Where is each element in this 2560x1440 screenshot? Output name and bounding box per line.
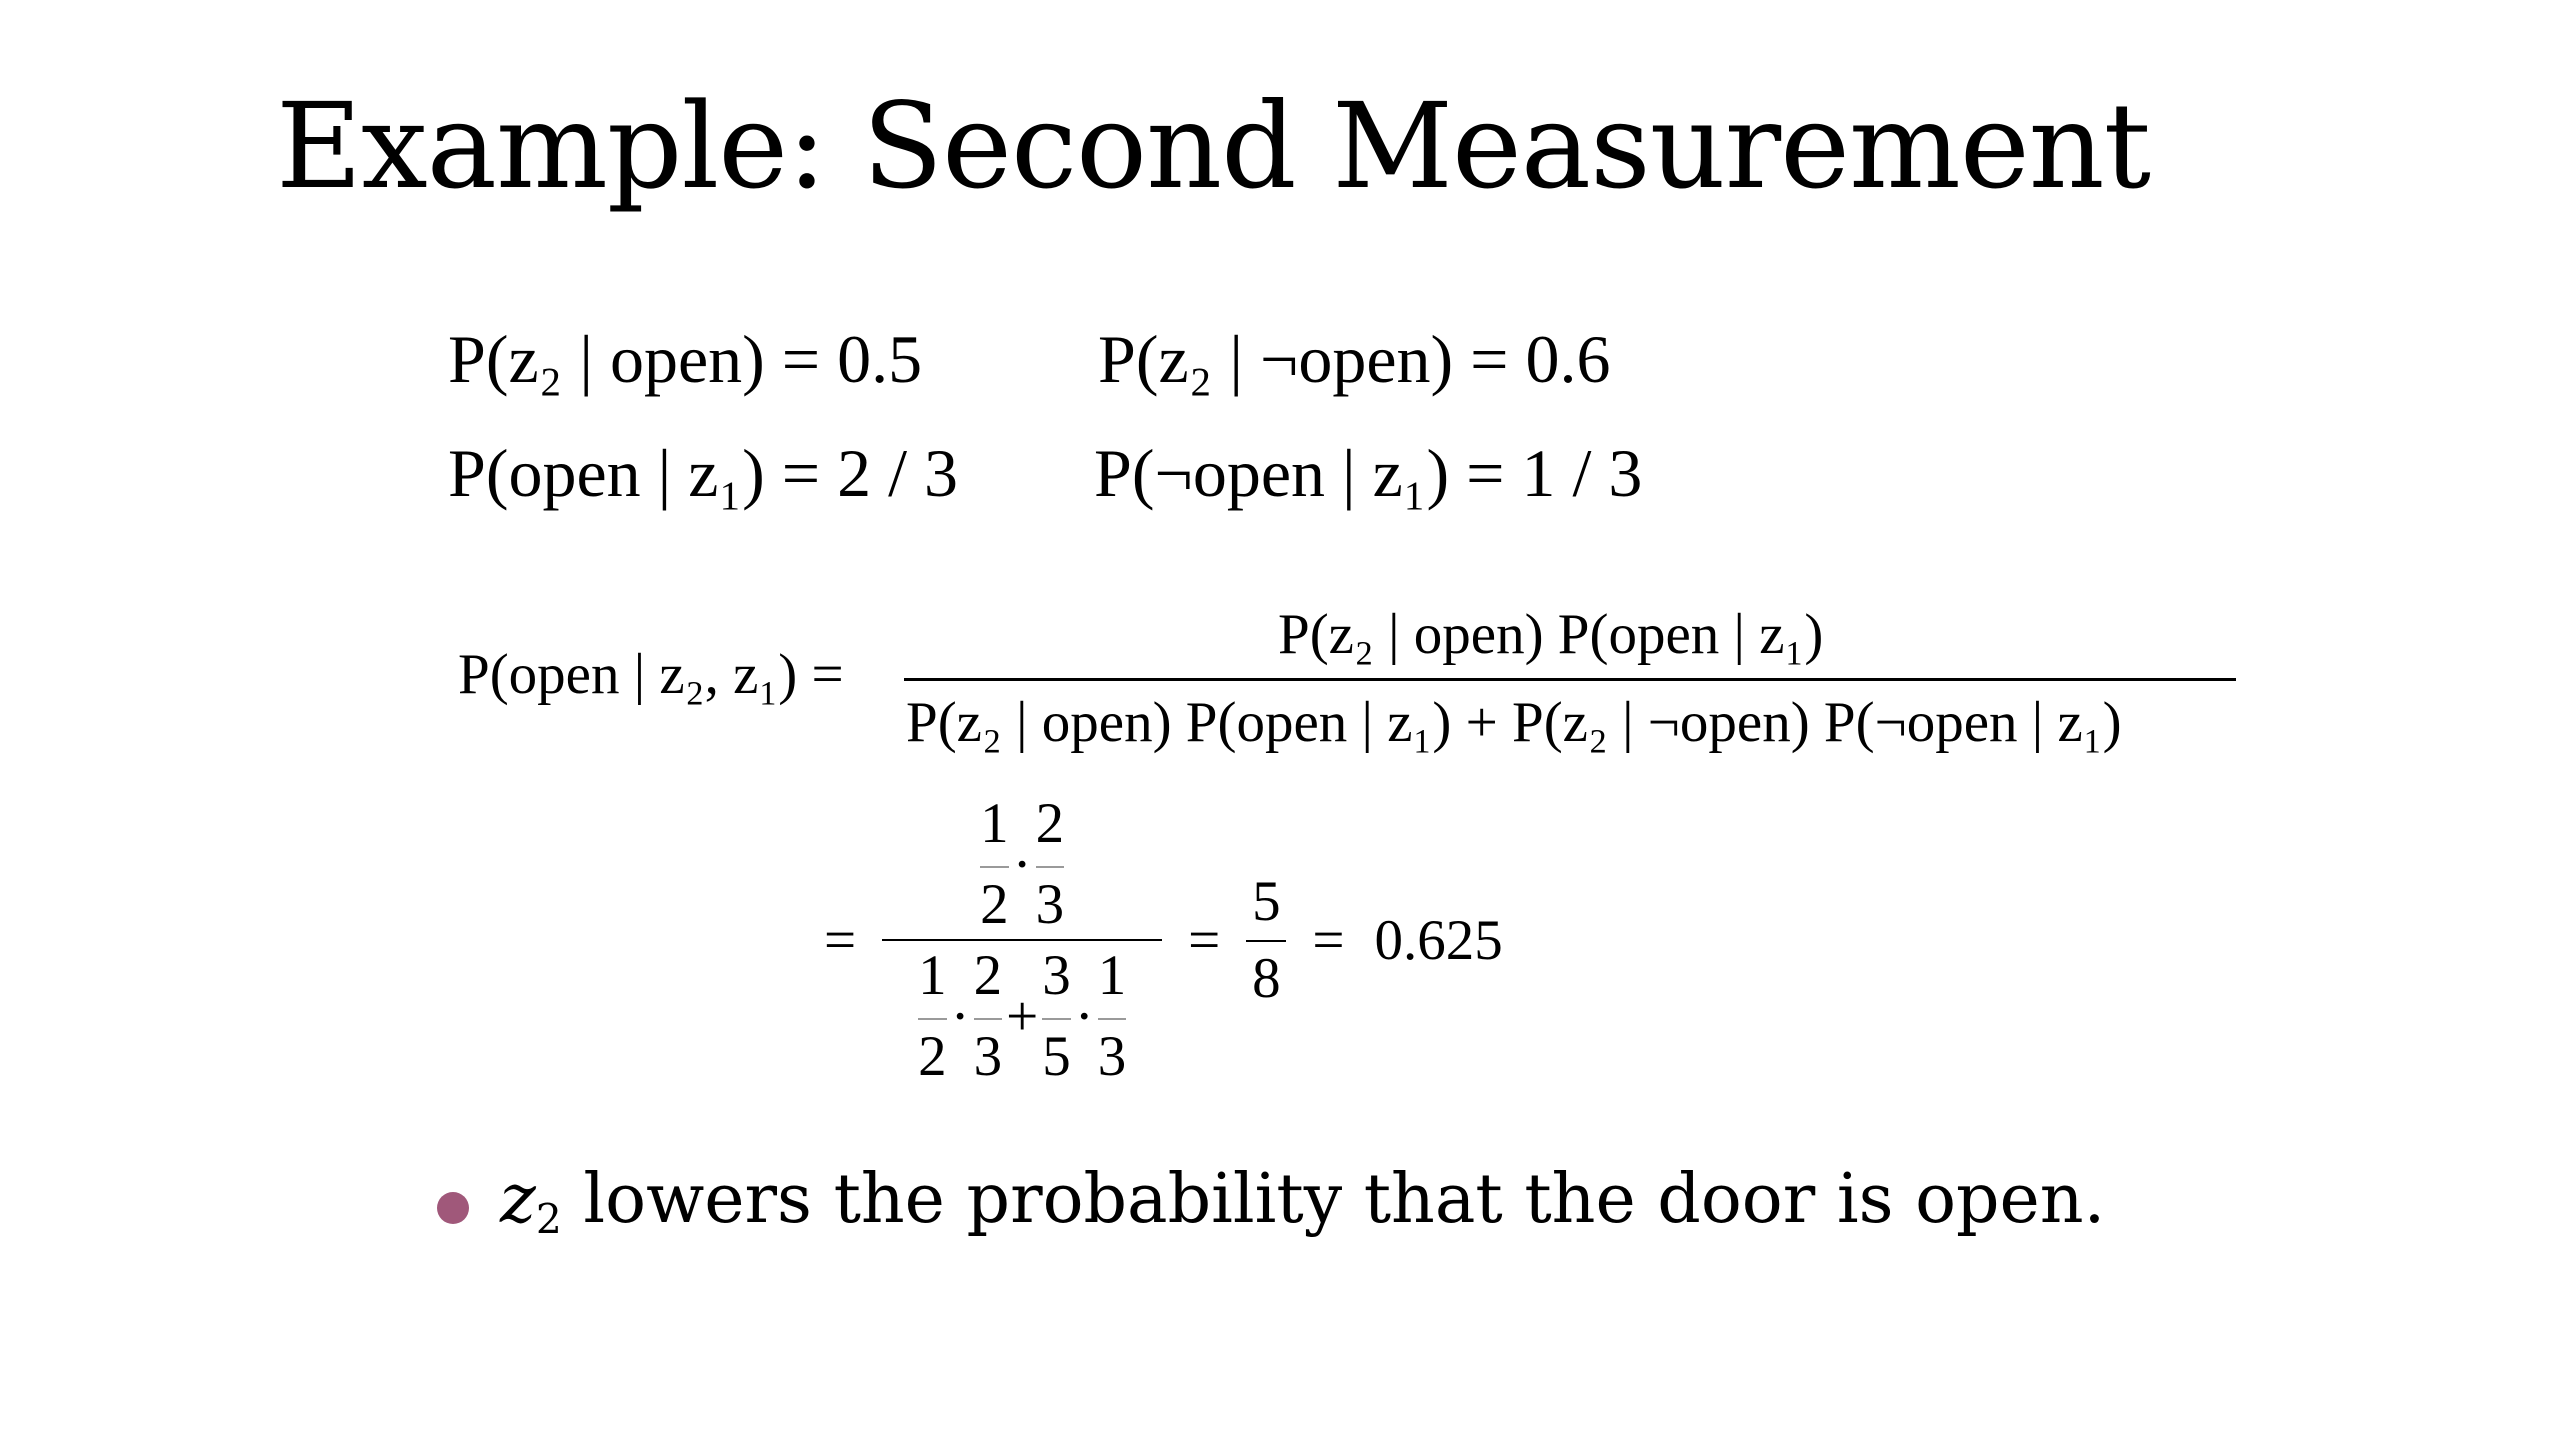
- dot-operator: ·: [1012, 832, 1032, 896]
- decimal-result: 0.625: [1374, 908, 1503, 972]
- bullet-variable: z: [500, 1160, 536, 1239]
- result-denominator: 8: [1252, 947, 1281, 1010]
- bullet-dot: [437, 1192, 469, 1224]
- bayes-denominator: P(z₂ | open) P(open | z₁) + P(z₂ | ¬open) P(¬open | z₁): [906, 691, 2122, 754]
- frac-2-3: 2 3: [1035, 792, 1065, 936]
- frac-1-2: 1 2: [980, 792, 1009, 936]
- slide-title: Example: Second Measurement: [276, 77, 2151, 215]
- compound-numerator: [980, 792, 1065, 939]
- equals-sign-3: =: [1312, 908, 1345, 972]
- bullet-sentence: lowers the probability that the door is open.: [561, 1160, 2106, 1239]
- given-row1-left: P(z₂ | open) = 0.5: [448, 321, 923, 397]
- evaluation-row: [820, 792, 1507, 1088]
- frac-1-2-den: 1 2: [918, 944, 947, 1088]
- bayes-lhs: P(open | z₂, z₁) =: [458, 643, 844, 706]
- bullet-variable-subscript: 2: [535, 1195, 562, 1244]
- given-row1-right: P(z₂ | ¬open) = 0.6: [1098, 321, 1611, 397]
- given-row2-left: P(open | z₁) = 2 / 3: [448, 435, 959, 511]
- bayes-numerator: P(z₂ | open) P(open | z₁): [1278, 603, 1824, 666]
- equals-sign-2: =: [1188, 908, 1221, 972]
- given-row2-right: P(¬open | z₁) = 1 / 3: [1094, 435, 1643, 511]
- dot-operator: ·: [1074, 984, 1094, 1048]
- result-numerator: 5: [1252, 870, 1281, 933]
- compound-denominator: [918, 941, 1127, 1088]
- compound-fraction: [882, 792, 1162, 1088]
- frac-3-5-den: 3 5: [1042, 944, 1071, 1088]
- plus-operator: +: [1006, 984, 1039, 1048]
- frac-1-3-den: 1 3: [1097, 944, 1127, 1088]
- bayes-fraction-bar: [904, 678, 2236, 681]
- frac-2-3-den: 2 3: [973, 944, 1003, 1088]
- result-fraction: [1246, 870, 1286, 1010]
- equals-sign-1: =: [824, 908, 857, 972]
- dot-operator: ·: [950, 984, 970, 1048]
- bullet-text: [500, 1160, 2106, 1244]
